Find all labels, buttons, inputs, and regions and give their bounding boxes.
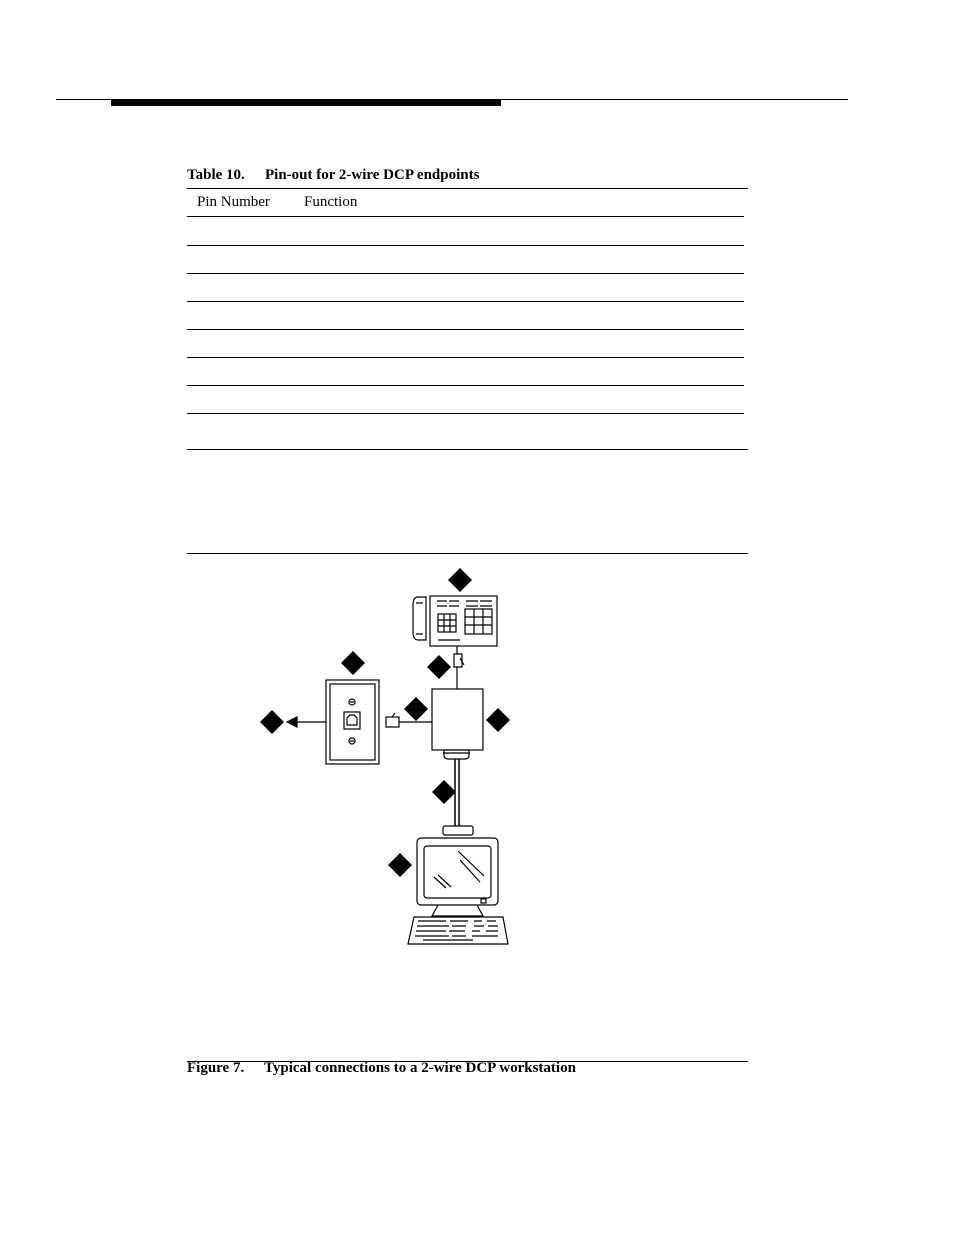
column-header-pin-number: Pin Number [197, 194, 270, 210]
callout-marker [404, 697, 428, 721]
figure-caption-number: Figure 7. [187, 1060, 245, 1076]
callout-marker [486, 708, 510, 732]
data-module [432, 689, 483, 759]
figure-caption [187, 1060, 576, 1077]
figure-caption-title: Typical connections to a 2-wire DCP workstation [264, 1060, 576, 1076]
callout-marker [448, 568, 472, 592]
callout-marker [388, 853, 412, 877]
column-header-function: Function [304, 194, 358, 210]
callout-marker [341, 651, 365, 675]
modular-plug-side [386, 713, 399, 727]
data-terminal [408, 838, 508, 944]
callout-marker [432, 780, 456, 804]
wall-jack [326, 680, 379, 764]
callout-marker [260, 710, 284, 734]
table-caption-title: Pin-out for 2-wire DCP endpoints [265, 167, 480, 183]
callout-marker [427, 655, 451, 679]
modular-plug-top [454, 654, 464, 667]
table-caption-number: Table 10. [187, 167, 245, 183]
voice-terminal [413, 596, 497, 646]
